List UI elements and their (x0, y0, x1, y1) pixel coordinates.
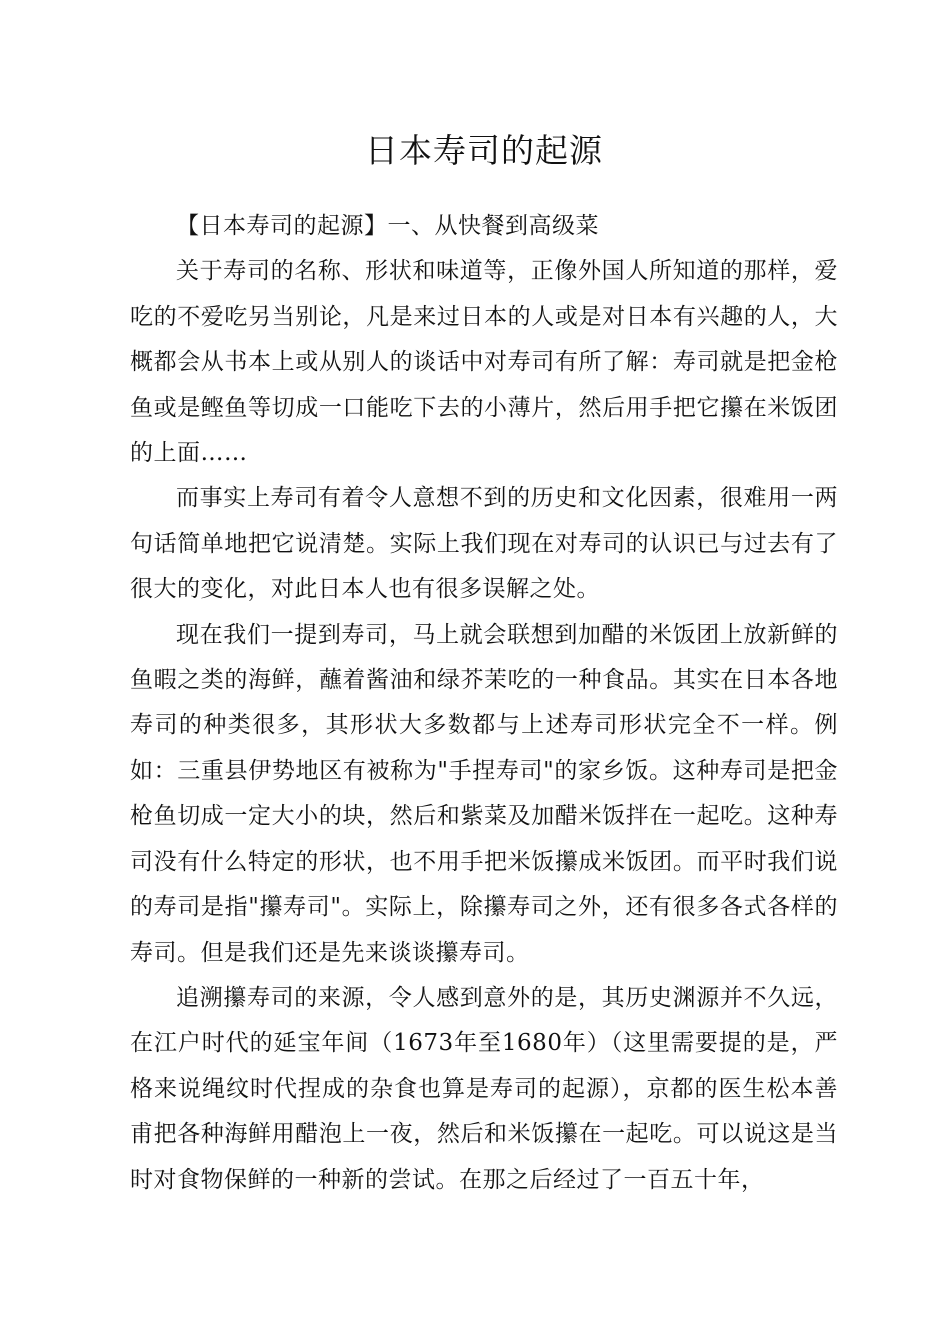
paragraph-history: 而事实上寿司有着令人意想不到的历史和文化因素，很难用一两句话简单地把它说清楚。实际上我们现在对寿司的认识已与过去有了很大的变化，对此日本人也有很多误解之处。 (130, 485, 838, 603)
paragraph-intro: 关于寿司的名称、形状和味道等，正像外国人所知道的那样，爱吃的不爱吃另当别论，凡是来过日本的人或是对日本有兴趣的人，大概都会从书本上或从别人的谈话中对寿司有所了解：寿司就是把金枪鱼或是鲣鱼等切成一口能吃下去的小薄片，然后用手把它攥在米饭团的上面…… (130, 258, 838, 467)
paragraph-subtitle: 【日本寿司的起源】一、从快餐到高级菜 (176, 213, 599, 239)
document-title: 日本寿司的起源 (365, 131, 603, 170)
paragraph-origin: 追溯攥寿司的来源，令人感到意外的是，其历史渊源并不久远，在江户时代的延宝年间（1673年至1680年）（这里需要提的是，严格来说绳纹时代捏成的杂食也算是寿司的起源），京都的医生松本善甫把各种海鲜用醋泡上一夜，然后和米饭攥在一起吃。可以说这是当时对食物保鲜的一种新的尝试。在那之后经过了一百五十年， (130, 984, 838, 1193)
paragraph-types: 现在我们一提到寿司，马上就会联想到加醋的米饭团上放新鲜的鱼暇之类的海鲜，蘸着酱油和绿芥茉吃的一种食品。其实在日本各地寿司的种类很多，其形状大多数都与上述寿司形状完全不一样。例如：三重县伊势地区有被称为"手捏寿司"的家乡饭。这种寿司是把金枪鱼切成一定大小的块，然后和紫菜及加醋米饭拌在一起吃。这种寿司没有什么特定的形状，也不用手把米饭攥成米饭团。而平时我们说的寿司是指"攥寿司"。实际上，除攥寿司之外，还有很多各式各样的寿司。但是我们还是先来谈谈攥寿司。 (130, 621, 838, 966)
